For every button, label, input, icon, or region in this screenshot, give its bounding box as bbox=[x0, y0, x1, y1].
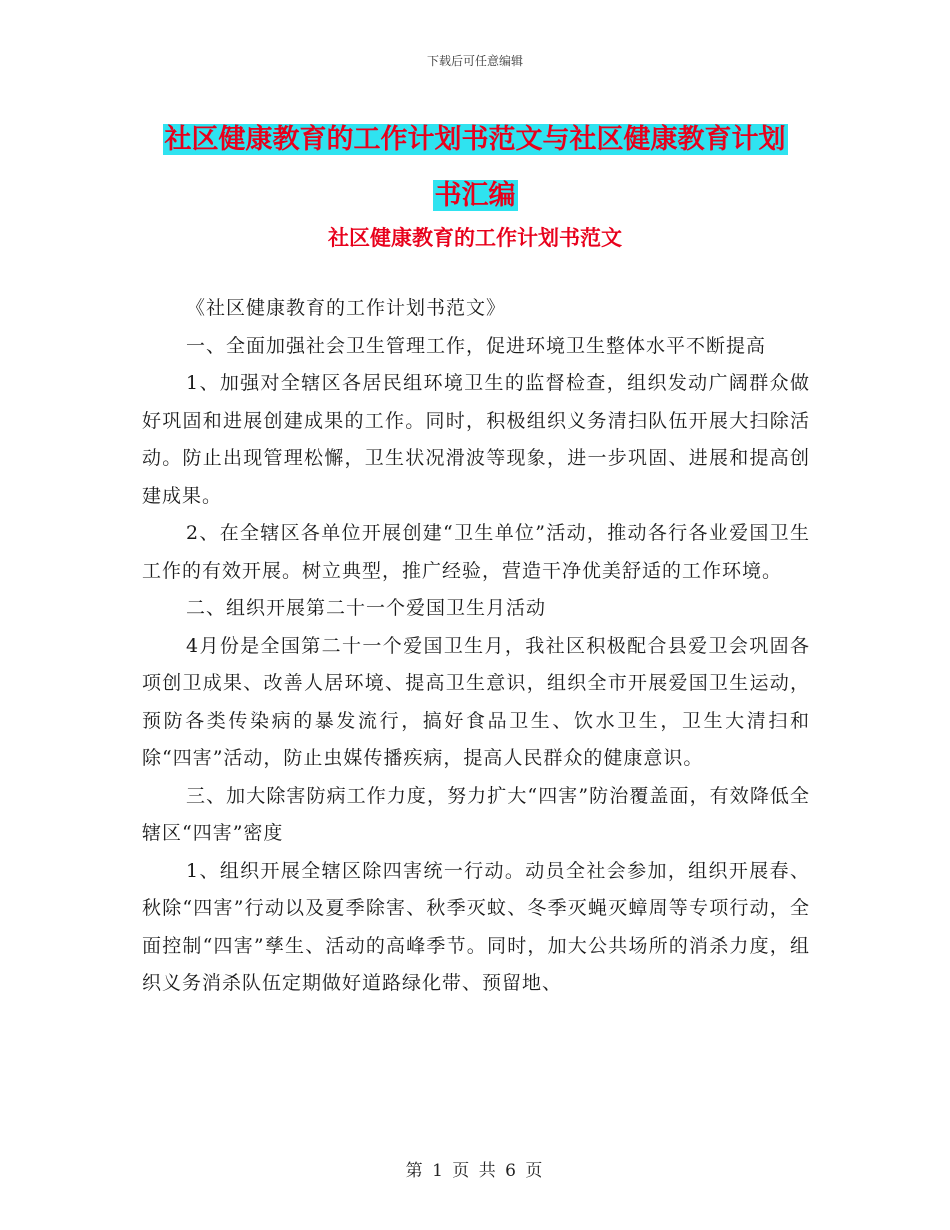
paragraph: 2、在全辖区各单位开展创建“卫生单位”活动，推动各行各业爱国卫生工作的有效开展。树立典型，推广经验，营造干净优美舒适的工作环境。 bbox=[142, 522, 810, 582]
paragraph: 《社区健康教育的工作计划书范文》 bbox=[186, 297, 507, 319]
title-line-1: 社区健康教育的工作计划书范文与社区健康教育计划 bbox=[164, 124, 786, 155]
document-title bbox=[0, 112, 950, 224]
paragraph: 三、加大除害防病工作力度，努力扩大“四害”防治覆盖面，有效降低全辖区“四害”密度 bbox=[142, 784, 810, 844]
title-line-2: 书汇编 bbox=[434, 180, 516, 211]
page-footer: 第 1 页 共 6 页 bbox=[405, 1161, 545, 1181]
paragraph: 1、加强对全辖区各居民组环境卫生的监督检查，组织发动广阔群众做好巩固和进展创建成果的工作。同时，积极组织义务清扫队伍开展大扫除活动。防止出现管理松懈，卫生状况滑波等现象，进一步巩固、进展和提高创建成果。 bbox=[142, 372, 810, 507]
paragraph: 1、组织开展全辖区除四害统一行动。动员全社会参加，组织开展春、秋除“四害”行动以及夏季除害、秋季灭蚊、冬季灭蝇灭蟑周等专项行动，全面控制“四害”孳生、活动的高峰季节。同时，加大公共场所的消杀力度，组织义务消杀队伍定期做好道路绿化带、预留地、 bbox=[142, 859, 810, 994]
paragraph: 4月份是全国第二十一个爱国卫生月，我社区积极配合县爱卫会巩固各项创卫成果、改善人居环境、提高卫生意识，组织全市开展爱国卫生运动，预防各类传染病的暴发流行，搞好食品卫生、饮水卫生，卫生大清扫和除“四害”活动，防止虫媒传播疾病，提高人民群众的健康意识。 bbox=[142, 634, 810, 769]
document-body bbox=[142, 290, 810, 1003]
page-header: 下载后可任意编辑 bbox=[426, 54, 523, 68]
section-title: 社区健康教育的工作计划书范文 bbox=[328, 226, 622, 250]
paragraph: 一、全面加强社会卫生管理工作，促进环境卫生整体水平不断提高 bbox=[186, 334, 767, 357]
paragraph: 二、组织开展第二十一个爱国卫生月活动 bbox=[186, 597, 547, 619]
